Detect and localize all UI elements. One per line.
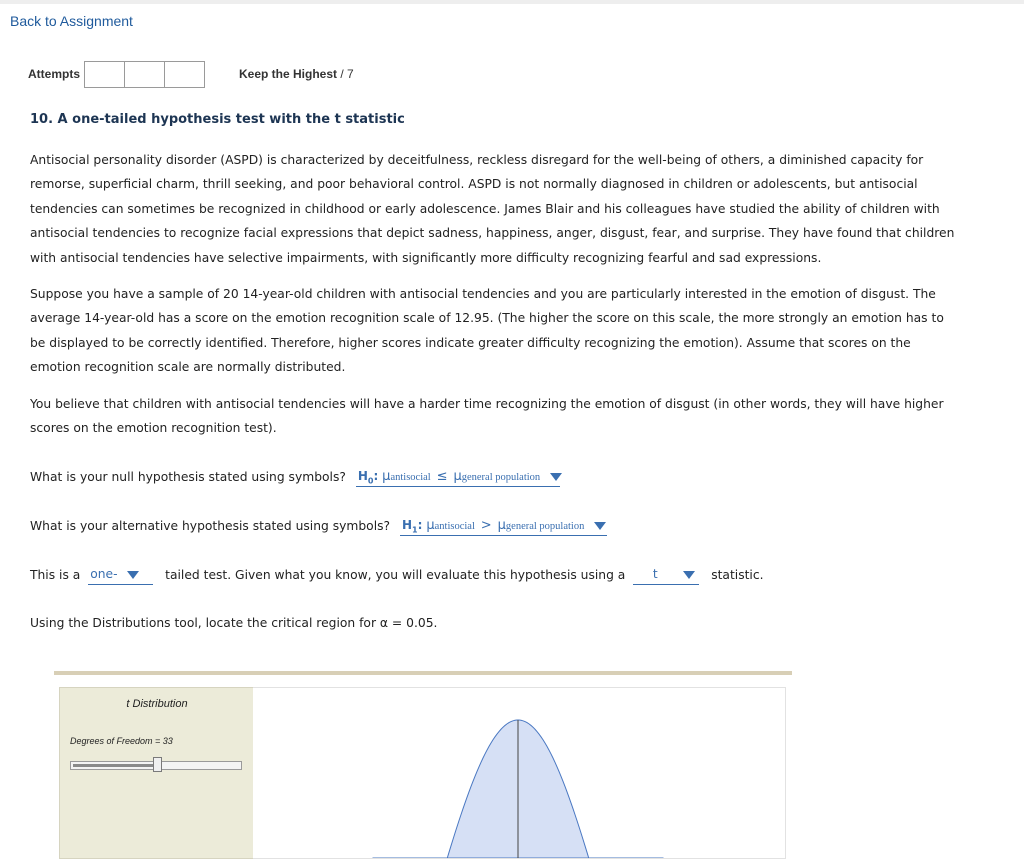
tail-mid-text: tailed test. Given what you know, you will evaluate this hypothesis using a xyxy=(165,568,626,582)
statistic-suffix: statistic. xyxy=(711,568,764,582)
question-paragraph-2: Suppose you have a sample of 20 14-year-old children with antisocial tendencies and you are particularly interested in the emotion of disgust. The average 14-year-old has a score on the emotion recognition scale of 12.95. (The higher the score on this scale, the more strongly an emotion has to be displayed to be correctly identified. Therefore, higher scores indicate greater difficulty recognizing the emotion). Assume that scores on the emotion recognition scale are normally distributed. xyxy=(30,287,944,375)
question-title: 10. A one-tailed hypothesis test with the t statistic xyxy=(30,112,405,127)
attempt-boxes xyxy=(84,61,205,88)
attempt-box-2 xyxy=(125,62,165,87)
alt-h-subscript: 1 xyxy=(412,525,418,535)
null-mu-2: μ xyxy=(453,469,462,484)
null-h-subscript: 0 xyxy=(367,476,374,486)
null-hypothesis-dropdown[interactable] xyxy=(356,467,560,487)
alt-mu-1: μ xyxy=(426,518,435,533)
slider-fill xyxy=(73,764,157,767)
null-h-colon: : xyxy=(373,469,379,483)
null-mu-1: μ xyxy=(382,469,391,484)
attempts-label: Attempts xyxy=(28,67,81,81)
tail-dropdown[interactable] xyxy=(88,565,153,585)
degrees-of-freedom-label: Degrees of Freedom = 33 xyxy=(70,736,173,746)
distribution-tool-title: t Distribution xyxy=(126,698,188,710)
chevron-down-icon xyxy=(127,571,139,579)
alt-hypothesis-dropdown[interactable] xyxy=(400,516,607,536)
null-h-symbol: H xyxy=(357,469,368,483)
statistic-value: t xyxy=(652,567,658,581)
keep-highest-value: / 7 xyxy=(340,67,354,81)
alt-hypothesis-prompt: What is your alternative hypothesis stated using symbols? xyxy=(30,519,391,533)
chevron-down-icon xyxy=(683,571,695,579)
top-border xyxy=(0,0,1024,4)
alt-mu-1-subscript: antisocial xyxy=(434,521,475,532)
tail-value: one- xyxy=(90,567,118,581)
alt-operator: > xyxy=(480,518,492,533)
tail-prefix: This is a xyxy=(30,568,81,582)
keep-highest-label: Keep the Highest xyxy=(239,67,338,81)
alt-mu-2: μ xyxy=(497,518,506,533)
alt-mu-2-subscript: general population xyxy=(505,521,585,532)
tool-divider xyxy=(54,671,792,675)
null-mu-1-subscript: antisocial xyxy=(390,472,431,483)
distribution-prompt: Using the Distributions tool, locate the critical region for α = 0.05. xyxy=(30,616,438,630)
keep-highest xyxy=(239,67,354,81)
back-to-assignment-link[interactable]: Back to Assignment xyxy=(10,13,133,29)
chevron-down-icon xyxy=(594,522,606,530)
null-hypothesis-prompt: What is your null hypothesis stated using symbols? xyxy=(30,470,346,484)
statistic-dropdown[interactable] xyxy=(633,565,699,585)
null-mu-2-subscript: general population xyxy=(461,472,541,483)
alt-h-colon: : xyxy=(417,518,423,532)
distribution-tool-panel xyxy=(59,687,255,859)
tail-test-line xyxy=(30,565,764,585)
chevron-down-icon xyxy=(550,473,562,481)
slider-handle[interactable] xyxy=(153,757,162,772)
question-paragraph-1: Antisocial personality disorder (ASPD) is characterized by deceitfulness, reckless disregard for the well-being of others, a diminished capacity for remorse, superficial charm, thrill seeking, and poor behavioral control. ASPD is not normally diagnosed in children or adolescents, but antisocial tendencies can sometimes be recognized in childhood or early adolescence. James Blair and his colleagues have studied the ability of children with antisocial tendencies to recognize facial expressions that depict sadness, happiness, anger, disgust, fear, and surprise. They have found that children with antisocial tendencies have selective impairments, with significantly more difficulty recognizing fearful and sad expressions. xyxy=(30,153,955,265)
null-hypothesis-line xyxy=(30,467,560,487)
alt-h-symbol: H xyxy=(401,518,413,532)
t-distribution-svg xyxy=(253,688,785,858)
question-paragraph-3: You believe that children with antisocial tendencies will have a harder time recognizing the emotion of disgust (in other words, they will have higher scores on the emotion recognition test). xyxy=(30,397,944,436)
alt-hypothesis-line xyxy=(30,516,607,536)
attempt-box-3 xyxy=(165,62,204,87)
attempt-box-1 xyxy=(85,62,125,87)
distribution-chart[interactable] xyxy=(253,687,786,859)
null-operator: ≤ xyxy=(436,469,448,484)
